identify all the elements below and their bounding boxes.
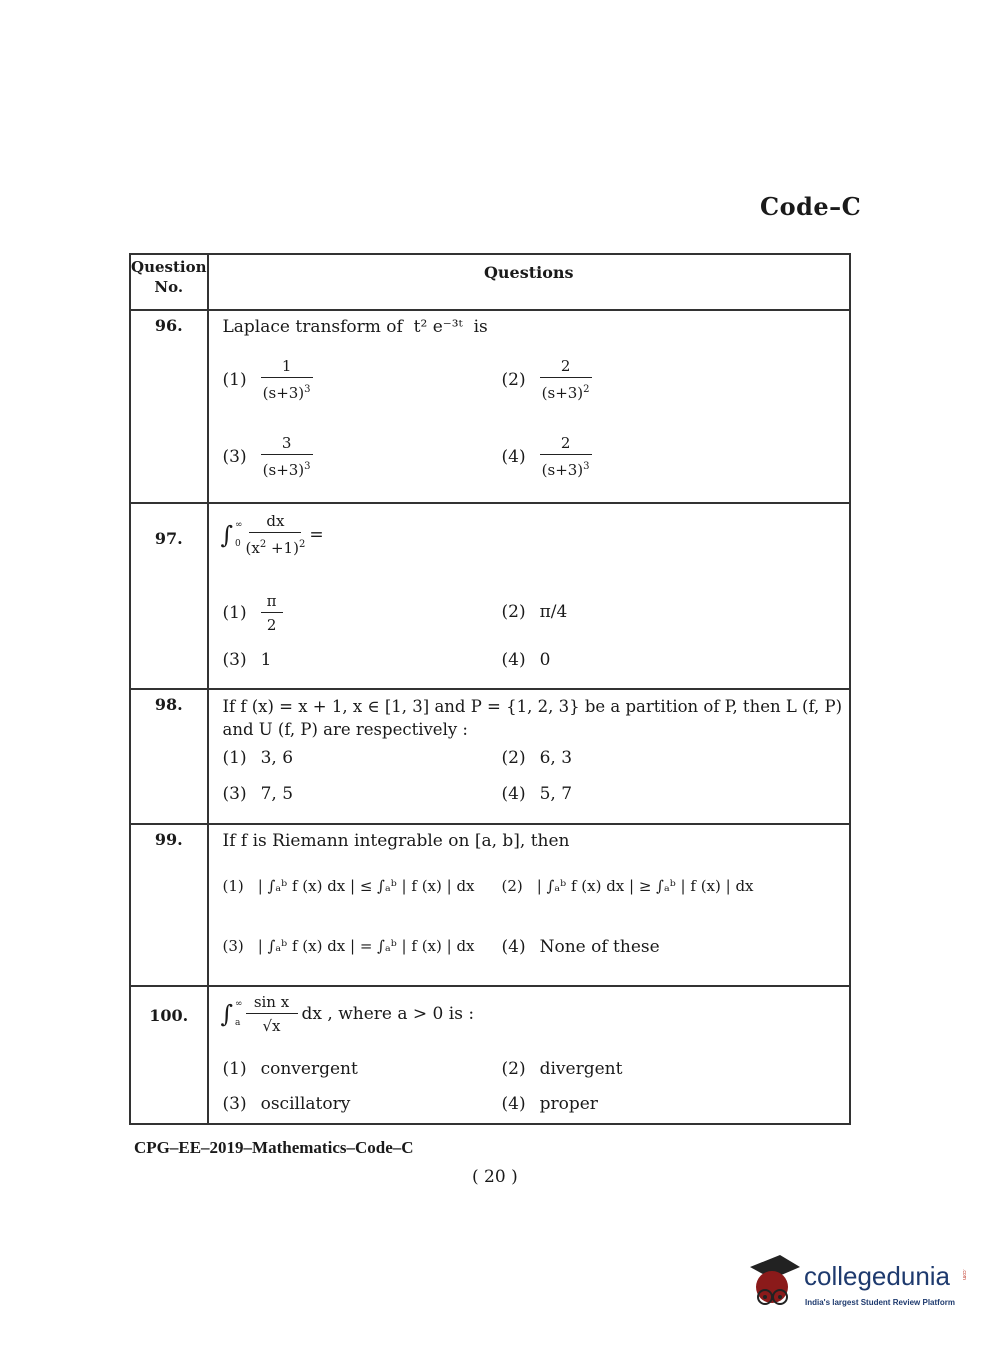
option-4[interactable]: (4) 0: [501, 650, 551, 670]
question-stem: ∫ ∞ a $\frac{\text{sin x}}{√x}$ dx , where a > 0 is :: [220, 993, 475, 1035]
question-content: [208, 310, 851, 503]
question-number: 96.: [130, 310, 208, 503]
question-content: [208, 986, 851, 1124]
option-2[interactable]: (2) | ∫ₐᵇ f (x) dx | ≥ ∫ₐᵇ | f (x) | dx: [501, 877, 754, 895]
integral-sign: ∫: [220, 1000, 234, 1028]
questions-table: [129, 253, 851, 1125]
option-1[interactable]: (1) $\frac{1}{(s+3)^3}$: [223, 357, 313, 402]
option-2[interactable]: (2) 6, 3: [501, 748, 573, 768]
option-2[interactable]: (2) π/4: [501, 602, 568, 622]
logo-tagline: India's largest Student Review Platform: [805, 1298, 955, 1307]
logo-wordmark: collegedunia: [804, 1261, 951, 1291]
question-content: [208, 824, 851, 986]
question-row-100: [130, 986, 850, 1124]
option-1[interactable]: (1) 3, 6: [222, 748, 294, 768]
question-number: 100.: [130, 986, 208, 1124]
question-stem: If f (x) = x + 1, x ∈ [1, 3] and P = {1, 2, 3} be a partition of P, then L (f, P) and U (f, P) are respectively :: [222, 697, 843, 739]
table-header-row: [130, 254, 850, 310]
questions-header: Questions: [208, 254, 851, 310]
option-1[interactable]: (1) $\frac{\pi}{2}$: [223, 592, 283, 634]
option-3[interactable]: (3) $\frac{3}{(s+3)^3}$: [223, 434, 313, 479]
mascot-icon: [742, 1253, 804, 1323]
question-no-header: Question No.: [130, 254, 208, 310]
option-1[interactable]: (1) | ∫ₐᵇ f (x) dx | ≤ ∫ₐᵇ | f (x) | dx: [222, 877, 475, 895]
question-row-99: [130, 824, 850, 986]
option-4[interactable]: (4) None of these: [501, 937, 660, 957]
option-3[interactable]: (3) | ∫ₐᵇ f (x) dx | = ∫ₐᵇ | f (x) | dx: [222, 937, 475, 955]
page-number: ( 20 ): [472, 1167, 518, 1187]
paper-code-label: Code–C: [760, 192, 862, 221]
option-4[interactable]: (4) proper: [501, 1094, 598, 1114]
question-number: 99.: [130, 824, 208, 986]
question-row-97: [130, 503, 850, 689]
question-stem: Laplace transform of t² e⁻³ᵗ is: [222, 317, 488, 337]
option-4[interactable]: (4) 5, 7: [501, 784, 573, 804]
question-number: 97.: [130, 503, 208, 689]
question-stem: If f is Riemann integrable on [a, b], then: [222, 831, 570, 851]
option-1[interactable]: (1) convergent: [222, 1059, 358, 1079]
option-2[interactable]: (2) divergent: [501, 1059, 623, 1079]
question-row-98: [130, 689, 850, 824]
option-3[interactable]: (3) 7, 5: [222, 784, 294, 804]
question-content: [208, 503, 851, 689]
option-3[interactable]: (3) 1: [222, 650, 272, 670]
integral-sign: ∫: [220, 520, 234, 549]
logo-dotcom: .com: [961, 1269, 967, 1280]
question-number: 98.: [130, 689, 208, 824]
question-content: [208, 689, 851, 824]
option-2[interactable]: (2) $\frac{2}{(s+3)^2}$: [502, 357, 592, 402]
option-4[interactable]: (4) $\frac{2}{(s+3)^3}$: [502, 434, 592, 479]
option-3[interactable]: (3) oscillatory: [222, 1094, 351, 1114]
question-stem: ∫ ∞ 0 $\frac{dx}{(x^2 +1)^2}$ =: [220, 512, 324, 557]
collegedunia-logo[interactable]: [742, 1253, 972, 1333]
question-row-96: [130, 310, 850, 503]
footer-paper-code: CPG–EE–2019–Mathematics–Code–C: [134, 1138, 414, 1157]
